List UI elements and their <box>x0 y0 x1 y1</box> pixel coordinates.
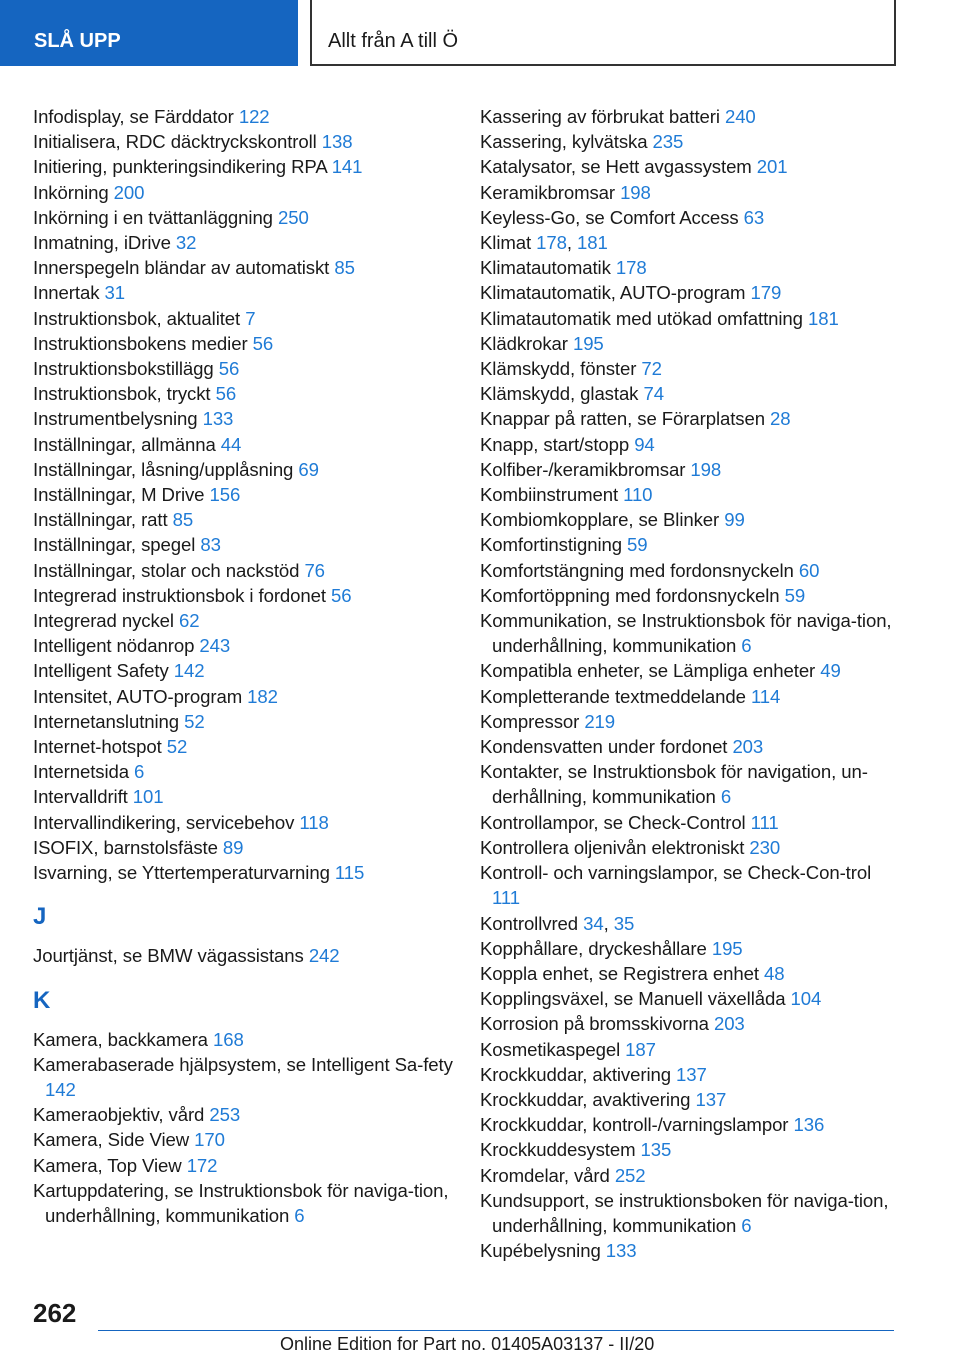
page-link[interactable]: 172 <box>186 1154 218 1176</box>
index-entry <box>33 860 473 885</box>
index-letter-heading: J <box>33 903 47 931</box>
index-letter-heading: K <box>33 986 51 1014</box>
index-entry <box>480 482 900 507</box>
index-entry-text: Infodisplay, se Färddator <box>33 106 239 127</box>
index-entry-text: Korrosion på bromsskivorna <box>480 1013 714 1035</box>
index-entry-text: Klimatautomatik med utökad omfattning <box>480 307 808 329</box>
index-entry <box>480 406 900 431</box>
index-entry <box>33 280 473 305</box>
index-entry-text: Kommunikation, se Instruktionsbok för naviga-tion, underhållning, kommunikation <box>480 610 892 657</box>
index-entry <box>33 129 473 154</box>
index-entry-text: Krockkuddesystem <box>480 1139 641 1161</box>
page-link[interactable]: 178 <box>536 232 567 254</box>
index-entry <box>480 684 900 709</box>
page-link[interactable]: 250 <box>278 206 309 228</box>
index-entry <box>33 558 473 583</box>
index-entry-text: Kamerabaserade hjälpsystem, se Intelligent Sa-fety <box>33 1053 453 1075</box>
page-link[interactable]: 49 <box>820 660 841 682</box>
page-link[interactable]: 6 <box>741 1214 752 1236</box>
index-entry <box>480 532 900 557</box>
index-entry: Kontrollvred 34, 35 <box>480 912 635 934</box>
page-link[interactable]: 63 <box>743 206 765 228</box>
footer-divider <box>98 1330 894 1331</box>
index-entry <box>33 709 473 734</box>
index-entry-text: Komfortstängning med fordonsnyckeln <box>480 559 799 581</box>
index-entry <box>480 961 900 986</box>
index-entry <box>33 482 473 507</box>
index-entry <box>33 507 473 532</box>
page-link[interactable]: 187 <box>625 1038 656 1060</box>
page-link[interactable]: 195 <box>711 937 743 959</box>
index-entry <box>480 558 900 583</box>
index-entry-text: Keyless-Go, se Comfort Access <box>480 206 744 228</box>
index-entry <box>480 709 900 734</box>
page-link[interactable]: 179 <box>750 282 782 304</box>
page-link[interactable]: 240 <box>724 106 756 127</box>
index-entry <box>480 734 900 759</box>
page-link[interactable]: 101 <box>132 786 164 808</box>
index-entry <box>480 306 900 331</box>
index-entry <box>33 205 473 230</box>
page-link[interactable]: 60 <box>798 559 820 581</box>
page-link[interactable]: 181 <box>807 307 839 329</box>
index-entry <box>480 1062 900 1087</box>
index-entry-text: Intelligent nödanrop <box>33 635 200 657</box>
index-entry-text: Internetsida <box>33 761 135 783</box>
index-entry <box>33 684 473 709</box>
page-link[interactable]: 198 <box>690 458 722 480</box>
page-link[interactable]: 203 <box>732 736 764 758</box>
page-link[interactable]: 137 <box>676 1063 707 1085</box>
page-link[interactable]: 133 <box>605 1240 637 1262</box>
index-entry-text: Jourtjänst, se BMW vägassistans <box>33 945 309 967</box>
index-entry <box>480 381 900 406</box>
index-entry-text: Kompletterande textmeddelande <box>480 685 751 707</box>
index-entry-text: Kolfiber-/keramikbromsar <box>480 458 691 480</box>
index-entry-text: Kontrollera oljenivån elektroniskt <box>480 836 750 858</box>
page-link[interactable]: 7 <box>245 307 256 329</box>
index-entry <box>33 1178 473 1228</box>
page-link[interactable]: 110 <box>623 484 653 506</box>
page-link[interactable]: 31 <box>104 282 125 304</box>
index-entry <box>33 457 473 482</box>
index-entry <box>33 381 473 406</box>
index-column-left <box>33 104 473 1228</box>
page-link[interactable]: 201 <box>756 156 788 178</box>
page-link[interactable]: 69 <box>298 458 319 480</box>
index-entry: Klimat 178, 181 <box>480 232 608 254</box>
page-link[interactable]: 83 <box>200 534 221 556</box>
index-entry-text: Kontroll- och varningslampor, se Check-Con-trol <box>480 862 872 884</box>
page-link[interactable]: 200 <box>113 181 145 203</box>
index-entry <box>33 406 473 431</box>
index-entry-text: Instrumentbelysning <box>33 408 203 430</box>
index-entry <box>33 255 473 280</box>
page-link[interactable]: 111 <box>492 887 520 909</box>
page-link[interactable]: 252 <box>614 1164 646 1186</box>
index-entry-text: Innerspegeln bländar av automatiskt <box>33 257 335 279</box>
index-entry-text: Kopplingsväxel, se Manuell växellåda <box>480 988 791 1010</box>
index-entry <box>33 943 473 968</box>
page-link[interactable]: 6 <box>134 761 145 783</box>
index-entry <box>33 608 473 633</box>
edition-note: Online Edition for Part no. 01405A03137 - II/20 <box>280 1334 655 1354</box>
page-link[interactable]: 56 <box>252 332 274 354</box>
page-link[interactable]: 28 <box>770 408 791 430</box>
index-entry-text: Kombiomkopplare, se Blinker <box>480 509 725 531</box>
index-entry <box>480 1112 900 1137</box>
page-link[interactable]: 142 <box>45 1078 76 1100</box>
index-entry <box>480 1087 900 1112</box>
page-link[interactable]: 6 <box>741 635 752 657</box>
page-link[interactable]: 76 <box>304 559 325 581</box>
page-link[interactable]: 6 <box>720 786 732 808</box>
index-entry <box>33 306 473 331</box>
index-entry-text: Kosmetikaspegel <box>480 1038 626 1060</box>
index-entry <box>33 810 473 835</box>
page-link[interactable]: 118 <box>299 811 329 833</box>
index-entry-text: Kromdelar, vård <box>480 1164 615 1186</box>
page-title: Allt från A till Ö <box>310 0 896 66</box>
page-link[interactable]: 35 <box>613 912 635 934</box>
page-link[interactable]: 44 <box>220 433 242 455</box>
page-link[interactable]: 141 <box>331 156 363 178</box>
index-entry <box>480 280 900 305</box>
index-entry-text: Krockkuddar, kontroll-/varningslampor <box>480 1114 794 1136</box>
index-entry-text: Intervalldrift <box>33 786 133 808</box>
page-link[interactable]: 85 <box>334 257 355 279</box>
page-link[interactable]: 32 <box>175 232 197 254</box>
index-entry <box>480 608 900 658</box>
index-entry-text: Inställningar, spegel <box>33 534 201 556</box>
page-link[interactable]: 52 <box>184 710 205 732</box>
index-entry <box>480 986 900 1011</box>
index-entry-text: Intervallindikering, servicebehov <box>33 811 300 833</box>
index-entry-text: Internet-hotspot <box>33 736 167 758</box>
page-link[interactable]: 104 <box>790 988 822 1010</box>
page-link[interactable]: 59 <box>627 534 648 556</box>
index-entry-text: Internetanslutning <box>33 710 185 732</box>
index-entry-text: Kontrollampor, se Check-Control <box>480 811 751 833</box>
index-entry-text: Kompressor <box>480 710 585 732</box>
index-entry-text: Klimatautomatik <box>480 257 616 279</box>
index-entry-text: Komfortöppning med fordonsnyckeln <box>480 584 785 606</box>
index-entry <box>480 129 900 154</box>
page-link[interactable]: 85 <box>172 509 194 531</box>
index-entry-text: ISOFIX, barnstolsfäste <box>33 836 223 858</box>
index-entry <box>33 583 473 608</box>
index-entry-text: Klimatautomatik, AUTO-program <box>480 282 751 304</box>
page-link[interactable]: 94 <box>634 433 655 455</box>
index-entry-text: Isvarning, se Yttertemperaturvarning <box>33 862 335 884</box>
index-entry <box>480 936 900 961</box>
index-entry-text: Inställningar, allmänna <box>33 433 221 455</box>
index-entry-text: Knappar på ratten, se Förarplatsen <box>480 408 771 430</box>
index-entry-text: Intelligent Safety <box>33 660 174 682</box>
index-entry-text: Kupébelysning <box>480 1240 606 1262</box>
page-link[interactable]: 178 <box>615 257 647 279</box>
index-entry-text: Inställningar, M Drive <box>33 484 210 506</box>
index-entry <box>480 759 900 809</box>
index-entry <box>480 1137 900 1162</box>
index-entry <box>33 759 473 784</box>
page-link[interactable]: 135 <box>640 1139 672 1161</box>
page-link[interactable]: 115 <box>334 862 365 884</box>
index-entry <box>480 432 900 457</box>
index-entry-text: Kassering, kylvätska <box>480 131 653 153</box>
index-entry-text: Inkörning <box>33 181 114 203</box>
index-entry-text: Klämskydd, fönster <box>480 358 642 380</box>
index-entry <box>33 104 473 129</box>
index-entry <box>33 331 473 356</box>
index-entry-text: Katalysator, se Hett avgassystem <box>480 156 757 178</box>
page-link[interactable]: 138 <box>321 131 353 153</box>
index-entry <box>33 532 473 557</box>
index-entry <box>480 1163 900 1188</box>
page-link[interactable]: 168 <box>212 1028 244 1050</box>
page-link[interactable]: 235 <box>652 131 684 153</box>
page-link[interactable]: 230 <box>749 836 781 858</box>
index-entry <box>480 583 900 608</box>
index-entry <box>480 1037 900 1062</box>
index-entry <box>480 1238 900 1263</box>
index-entry-text: Kontakter, se Instruktionsbok för navigation, un-derhållning, kommunikation <box>480 761 868 808</box>
index-entry-text: Koppla enhet, se Registrera enhet <box>480 962 764 984</box>
index-entry-text: Kassering av förbrukat batteri <box>480 106 725 127</box>
index-entry-text: Kamera, backkamera <box>33 1028 213 1050</box>
page-link[interactable]: 133 <box>202 408 234 430</box>
page-link[interactable]: 89 <box>222 836 244 858</box>
page-link[interactable]: 156 <box>209 484 241 506</box>
index-entry-text: Inställningar, låsning/upplåsning <box>33 458 299 480</box>
index-entry-text: Klämskydd, glastak <box>480 383 644 405</box>
page-link[interactable]: 56 <box>218 358 240 380</box>
index-entry <box>480 205 900 230</box>
index-entry-text: Kundsupport, se instruktionsboken för naviga-tion, underhållning, kommunikation <box>480 1189 889 1236</box>
page-link[interactable]: 56 <box>215 383 237 405</box>
page-link[interactable]: 34 <box>583 912 604 934</box>
index-entry <box>480 810 900 835</box>
page-link[interactable]: 52 <box>166 736 188 758</box>
index-entry-text: Instruktionsbokstillägg <box>33 358 219 380</box>
index-entry <box>480 154 900 179</box>
page-link[interactable]: 48 <box>763 962 785 984</box>
page-link[interactable]: 62 <box>179 610 200 632</box>
page-link[interactable]: 136 <box>793 1114 825 1136</box>
index-entry-text: Kopphållare, dryckeshållare <box>480 937 712 959</box>
page-link[interactable]: 6 <box>294 1204 305 1226</box>
index-entry <box>33 1027 473 1052</box>
page-link[interactable]: 195 <box>572 332 604 354</box>
page-link[interactable]: 114 <box>750 685 781 707</box>
page-link[interactable]: 142 <box>173 660 205 682</box>
index-entry-text: Intensitet, AUTO-program <box>33 685 248 707</box>
index-entry <box>480 835 900 860</box>
index-entry-text: Kondensvatten under fordonet <box>480 736 733 758</box>
page-header <box>0 0 960 66</box>
index-entry-text: Kameraobjektiv, vård <box>33 1104 210 1126</box>
index-entry-text: Komfortinstigning <box>480 534 628 556</box>
page-link[interactable]: 111 <box>750 811 779 833</box>
index-entry-text: Inställningar, stolar och nackstöd <box>33 559 305 581</box>
page-link[interactable]: 72 <box>641 358 662 380</box>
index-entry <box>480 104 900 129</box>
page-link[interactable]: 243 <box>199 635 231 657</box>
index-entry <box>33 1052 473 1102</box>
index-entry-text: Inställningar, ratt <box>33 509 173 531</box>
section-tab[interactable]: SLÅ UPP <box>0 0 298 66</box>
index-entry-text: Kombiinstrument <box>480 484 624 506</box>
index-entry-text: Integrerad nyckel <box>33 610 179 632</box>
page-link[interactable]: 182 <box>247 685 278 707</box>
index-entry <box>480 180 900 205</box>
index-entry <box>480 1011 900 1036</box>
index-entry <box>33 1127 473 1152</box>
index-entry-text: Inkörning i en tvättanläggning <box>33 206 278 228</box>
index-entry <box>33 835 473 860</box>
index-entry <box>33 180 473 205</box>
index-entry <box>480 507 900 532</box>
page-link[interactable]: 59 <box>784 584 806 606</box>
index-entry <box>33 784 473 809</box>
index-entry-text: Innertak <box>33 282 105 304</box>
index-entry <box>33 432 473 457</box>
index-entry-text: Instruktionsbok, aktualitet <box>33 307 246 329</box>
index-entry-text: Kamera, Side View <box>33 1129 195 1151</box>
index-entry <box>480 457 900 482</box>
index-entry <box>480 356 900 381</box>
index-entry-text: Kamera, Top View <box>33 1154 187 1176</box>
index-entry <box>33 1102 473 1127</box>
index-entry-text: Kartuppdatering, se Instruktionsbok för naviga-tion, underhållning, kommunikation <box>33 1179 449 1226</box>
index-entry-text: Instruktionsbokens medier <box>33 332 253 354</box>
index-entry <box>33 154 473 179</box>
index-entry <box>33 658 473 683</box>
index-entry <box>33 230 473 255</box>
page-link[interactable]: 198 <box>620 181 651 203</box>
index-entry-text: Klädkrokar <box>480 332 573 354</box>
index-entry-text: Inmatning, iDrive <box>33 232 176 254</box>
index-entry-text: Knapp, start/stopp <box>480 433 635 455</box>
index-entry <box>33 1153 473 1178</box>
index-entry-text: Integrerad instruktionsbok i fordonet <box>33 584 332 606</box>
index-entry-text: Kontrollvred <box>480 912 584 934</box>
page-link[interactable]: 219 <box>584 710 616 732</box>
index-entry <box>480 658 900 683</box>
index-entry-text: Klimat <box>480 232 537 254</box>
index-entry-text: Initialisera, RDC däcktryckskontroll <box>33 131 322 153</box>
index-entry <box>33 734 473 759</box>
index-entry-text: Keramikbromsar <box>480 181 621 203</box>
index-column-right <box>480 104 900 1263</box>
page-link[interactable]: 122 <box>238 106 270 127</box>
page-link[interactable]: 242 <box>308 945 340 967</box>
page-link[interactable]: 137 <box>695 1088 727 1110</box>
page-number: 262 <box>33 1298 77 1328</box>
index-entry <box>480 255 900 280</box>
index-entry-text: Instruktionsbok, tryckt <box>33 383 216 405</box>
index-entry-text: Kompatibla enheter, se Lämpliga enheter <box>480 660 821 682</box>
page-link[interactable]: 56 <box>331 584 352 606</box>
index-entry <box>33 633 473 658</box>
page-link[interactable]: 203 <box>713 1013 745 1035</box>
page-link[interactable]: 170 <box>194 1129 225 1151</box>
index-entry-text: Krockkuddar, aktivering <box>480 1063 677 1085</box>
index-entry-text: Krockkuddar, avaktivering <box>480 1088 696 1110</box>
index-entry <box>480 331 900 356</box>
page-link[interactable]: 253 <box>209 1104 241 1126</box>
index-entry <box>480 860 900 910</box>
page-link[interactable]: 181 <box>577 232 608 254</box>
page-link[interactable]: 99 <box>724 509 745 531</box>
index-entry-text: Initiering, punkteringsindikering RPA <box>33 156 332 178</box>
index-entry <box>33 356 473 381</box>
page-link[interactable]: 74 <box>643 383 664 405</box>
index-entry <box>480 1188 900 1238</box>
